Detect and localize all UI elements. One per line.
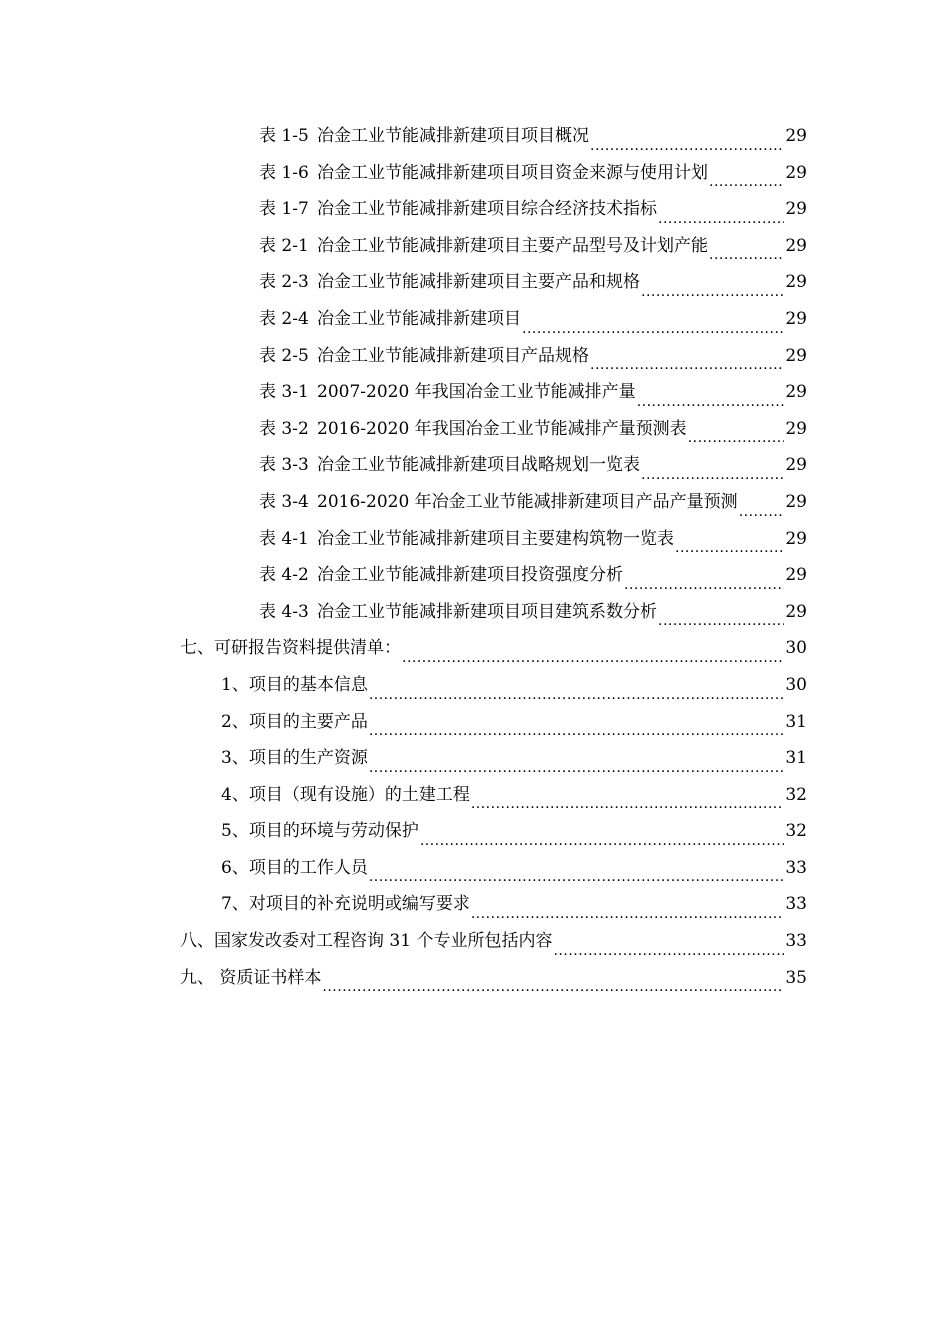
page-number: 30 [785,674,807,695]
table-number: 表 1-7 [259,199,309,220]
table-number: 表 3-4 [259,491,309,512]
toc-entry-table[interactable] [0,411,950,448]
entry-title: 冶金工业节能减排新建项目主要产品和规格 [317,272,640,293]
toc-entry-table[interactable] [0,155,950,192]
page-number: 29 [785,565,807,586]
page-number: 35 [785,967,807,988]
dot-leader [369,850,784,887]
dot-leader [658,191,784,228]
toc-entry-table[interactable] [0,447,950,484]
dot-leader [739,484,784,521]
table-number: 表 3-1 [259,382,309,403]
entry-title: 6、项目的工作人员 [221,857,368,878]
page-number: 29 [785,345,807,366]
page-number: 29 [785,491,807,512]
entry-title: 冶金工业节能减排新建项目综合经济技术指标 [317,199,657,220]
page-number: 30 [785,638,807,659]
entry-title: 冶金工业节能减排新建项目投资强度分析 [317,565,623,586]
table-number: 表 2-5 [259,345,309,366]
table-number: 表 3-3 [259,455,309,476]
table-number: 表 2-4 [259,308,309,329]
dot-leader [471,777,784,814]
dot-leader [471,886,784,923]
page-number: 29 [785,382,807,403]
toc-entry-table[interactable] [0,484,950,521]
table-number: 表 4-1 [259,528,309,549]
page-number: 31 [785,748,807,769]
dot-leader [369,704,784,741]
toc-entry-item[interactable] [0,740,950,777]
dot-leader [675,521,784,558]
toc-entry-section-9[interactable] [0,960,950,997]
page-number: 29 [785,235,807,256]
entry-title: 冶金工业节能减排新建项目项目资金来源与使用计划 [317,162,708,183]
toc-entry-item[interactable] [0,704,950,741]
dot-leader [688,411,784,448]
entry-title: 2、项目的主要产品 [221,711,368,732]
entry-title: 冶金工业节能减排新建项目战略规划一览表 [317,455,640,476]
dot-leader [709,228,784,265]
dot-leader [637,374,784,411]
toc-entry-table[interactable] [0,374,950,411]
dot-leader [553,923,784,960]
entry-title: 冶金工业节能减排新建项目主要产品型号及计划产能 [317,235,708,256]
page-number: 29 [785,162,807,183]
dot-leader [322,960,784,997]
toc-entry-item[interactable] [0,777,950,814]
toc-entry-item[interactable] [0,886,950,923]
entry-title: 冶金工业节能减排新建项目 [317,308,521,329]
toc-entry-item[interactable] [0,850,950,887]
table-number: 表 1-5 [259,126,309,146]
page-number: 29 [785,126,807,146]
table-number: 表 3-2 [259,418,309,439]
dot-leader [402,630,784,667]
toc-entry-table[interactable] [0,228,950,265]
entry-title: 七、可研报告资料提供清单： [180,638,401,659]
page-number: 29 [785,528,807,549]
entry-title: 1、项目的基本信息 [221,674,368,695]
page-number: 32 [785,784,807,805]
table-number: 表 2-3 [259,272,309,293]
page-number: 29 [785,418,807,439]
entry-title: 八、国家发改委对工程咨询 31 个专业所包括内容 [180,931,553,952]
toc-entry-table[interactable] [0,338,950,375]
page-number: 29 [785,199,807,220]
entry-title: 3、项目的生产资源 [221,748,368,769]
entry-title: 5、项目的环境与劳动保护 [221,821,419,842]
entry-title: 2007-2020 年我国冶金工业节能减排产量 [317,382,636,403]
toc-entry-section-7[interactable] [0,630,950,667]
page-number: 33 [785,894,807,915]
page-number: 29 [785,308,807,329]
toc-entry-table[interactable] [0,301,950,338]
dot-leader [624,557,784,594]
table-number: 表 4-3 [259,601,309,622]
entry-title: 2016-2020 年冶金工业节能减排新建项目产品产量预测 [317,491,738,512]
toc-entry-table[interactable] [0,557,950,594]
table-number: 表 4-2 [259,565,309,586]
dot-leader [420,813,784,850]
dot-leader [658,594,784,631]
dot-leader [590,118,784,155]
table-number: 表 2-1 [259,235,309,256]
dot-leader [641,447,784,484]
toc-entry-table[interactable] [0,118,950,155]
entry-title: 4、项目（现有设施）的土建工程 [221,784,470,805]
entry-title: 九、 资质证书样本 [180,967,322,988]
entry-title: 冶金工业节能减排新建项目项目建筑系数分析 [317,601,657,622]
dot-leader [709,155,784,192]
table-number: 表 1-6 [259,162,309,183]
dot-leader [369,740,784,777]
toc-entry-item[interactable] [0,667,950,704]
dot-leader [590,338,784,375]
dot-leader [522,301,784,338]
page-number: 29 [785,455,807,476]
toc-entry-section-8[interactable] [0,923,950,960]
entry-title: 7、对项目的补充说明或编写要求 [221,894,470,915]
table-of-contents [0,118,950,996]
toc-entry-item[interactable] [0,813,950,850]
entry-title: 冶金工业节能减排新建项目产品规格 [317,345,589,366]
page-number: 33 [785,857,807,878]
page-number: 31 [785,711,807,732]
page-number: 32 [785,821,807,842]
page-number: 29 [785,601,807,622]
page-number: 29 [785,272,807,293]
entry-title: 冶金工业节能减排新建项目主要建构筑物一览表 [317,528,674,549]
toc-entry-table[interactable] [0,521,950,558]
entry-title: 2016-2020 年我国冶金工业节能减排产量预测表 [317,418,687,439]
dot-leader [641,264,784,301]
entry-title: 冶金工业节能减排新建项目项目概况 [317,126,589,146]
toc-entry-table[interactable] [0,264,950,301]
dot-leader [369,667,784,704]
page-number: 33 [785,931,807,952]
toc-entry-table[interactable] [0,191,950,228]
toc-entry-table[interactable] [0,594,950,631]
